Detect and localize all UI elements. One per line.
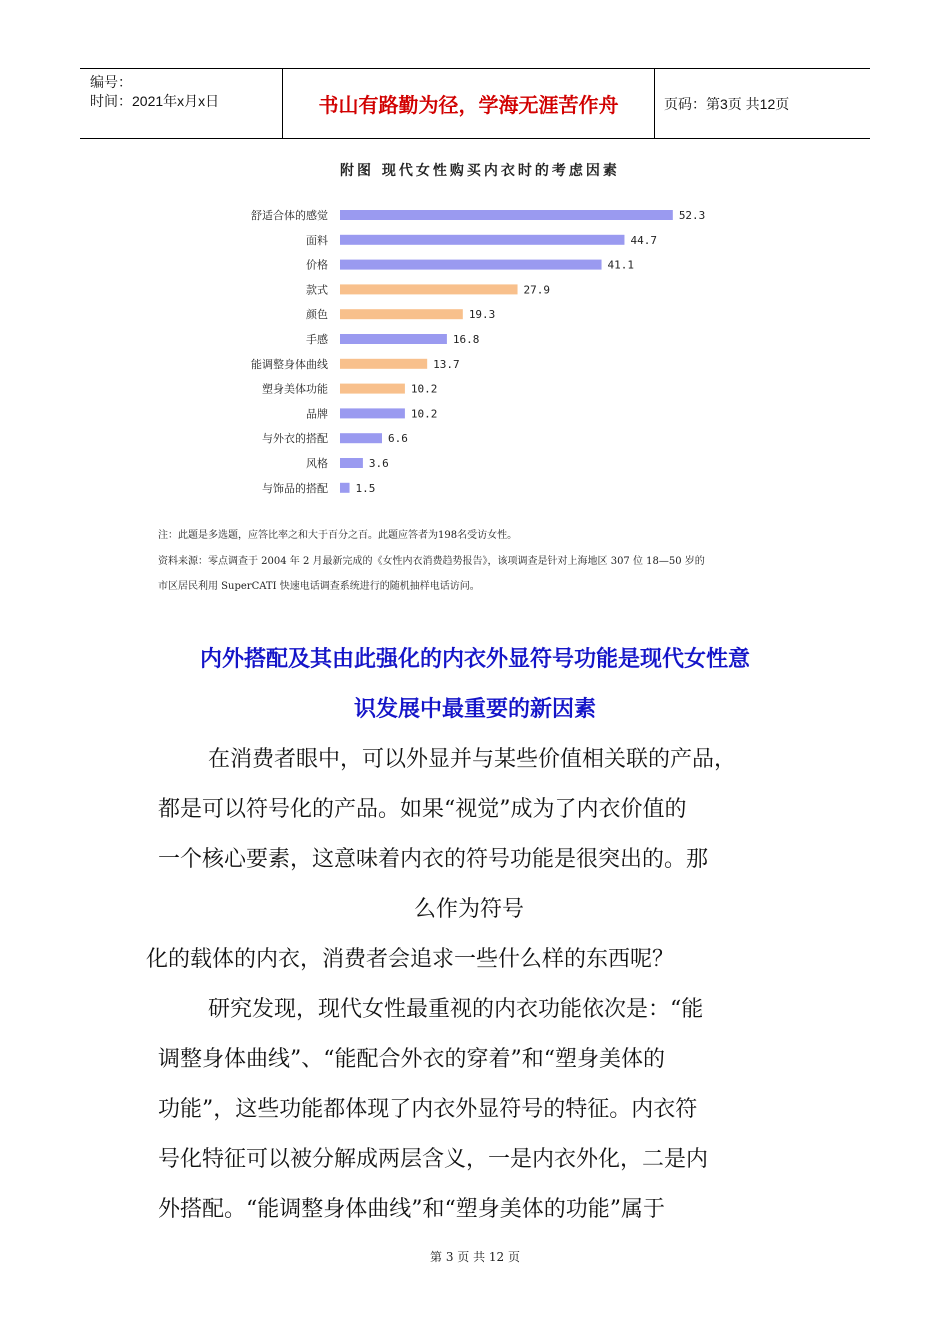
page-footer: 第 3 页 共 12 页 [430,1250,520,1264]
section-heading-line1: 内外搭配及其由此强化的内衣外显符号功能是现代女性意 [199,647,750,672]
body-line: 外搭配。“能调整身体曲线”和“塑身美体的功能”属于 [158,1197,665,1222]
category-label: 款式 [306,283,328,297]
body-line: 调整身体曲线”、“能配合外衣的穿着”和“塑身美体的 [158,1047,665,1072]
value-label: 44.7 [630,233,657,247]
value-label: 27.9 [523,283,551,297]
bar [340,334,447,344]
header-table [80,68,870,139]
value-label: 16.8 [452,333,480,346]
bar [340,359,427,369]
bar [340,284,518,294]
bar [340,309,463,319]
category-label: 手感 [306,333,328,346]
bar [340,210,673,220]
chart-source-line2: 市区居民利用 SuperCATI 快速电话调查系统进行的随机抽样电话访问。 [158,581,480,592]
bar [340,235,624,245]
category-label: 品牌 [306,407,328,421]
body-line: 号化特征可以被分解成两层含义，一是内衣外化，二是内 [158,1147,709,1172]
category-label: 能调整身体曲线 [251,357,328,371]
bar [340,433,382,443]
body-line: 在消费者眼中，可以外显并与某些价值相关联的产品， [208,747,737,772]
body-line: 功能”，这些功能都体现了内衣外显符号的特征。内衣符 [158,1097,698,1122]
bar [340,408,405,418]
code-label: 编号： [90,74,132,90]
body-line: 都是可以符号化的产品。如果“视觉”成为了内衣价值的 [158,797,687,822]
bar [340,260,602,270]
bar [340,458,363,468]
category-label: 面料 [306,233,328,247]
category-label: 舒适合体的感觉 [251,209,328,222]
header-page-label: 页码：第3页 共12页 [664,95,790,112]
value-label: 3.6 [368,457,389,470]
body-line: 么作为符号 [414,897,525,922]
bar-chart [200,205,760,515]
category-label: 与饰品的搭配 [262,481,328,495]
date-label: 时间：2021年x月x日 [90,93,220,109]
value-label: 41.1 [607,258,635,272]
chart-title: 附图 现代女性购买内衣时的考虑因素 [340,163,620,179]
value-label: 52.3 [678,209,706,222]
value-label: 13.7 [433,357,460,371]
chart-source-line1: 资料来源：零点调查于 2004 年 2 月最新完成的《女性内衣消费趋势报告》，该项调查是针对上海地区 307 位 18—50 岁的 [158,556,705,567]
header-info-cell [80,69,283,138]
value-label: 19.3 [468,308,496,322]
bar [340,384,405,394]
chart-note: 注：此题是多选题，应答比率之和大于百分之百。此题应答者为198名受访女性。 [158,530,518,541]
category-label: 塑身美体功能 [262,382,328,396]
value-label: 10.2 [410,382,438,396]
category-label: 颜色 [306,308,328,322]
category-label: 风格 [306,457,328,470]
header-motto: 书山有路勤为径，学海无涯苦作舟 [283,69,655,138]
value-label: 1.5 [355,481,376,495]
value-label: 6.6 [388,432,408,446]
body-line: 一个核心要素，这意味着内衣的符号功能是很突出的。那 [158,847,709,872]
body-line: 化的载体的内衣，消费者会追求一些什么样的东西呢？ [146,947,675,972]
category-label: 价格 [306,258,328,272]
value-label: 10.2 [410,407,438,421]
body-line: 研究发现，现代女性最重视的内衣功能依次是：“能 [208,997,704,1022]
bar [340,483,350,493]
category-label: 与外衣的搭配 [262,432,328,446]
section-heading-line2: 识发展中最重要的新因素 [353,697,596,722]
